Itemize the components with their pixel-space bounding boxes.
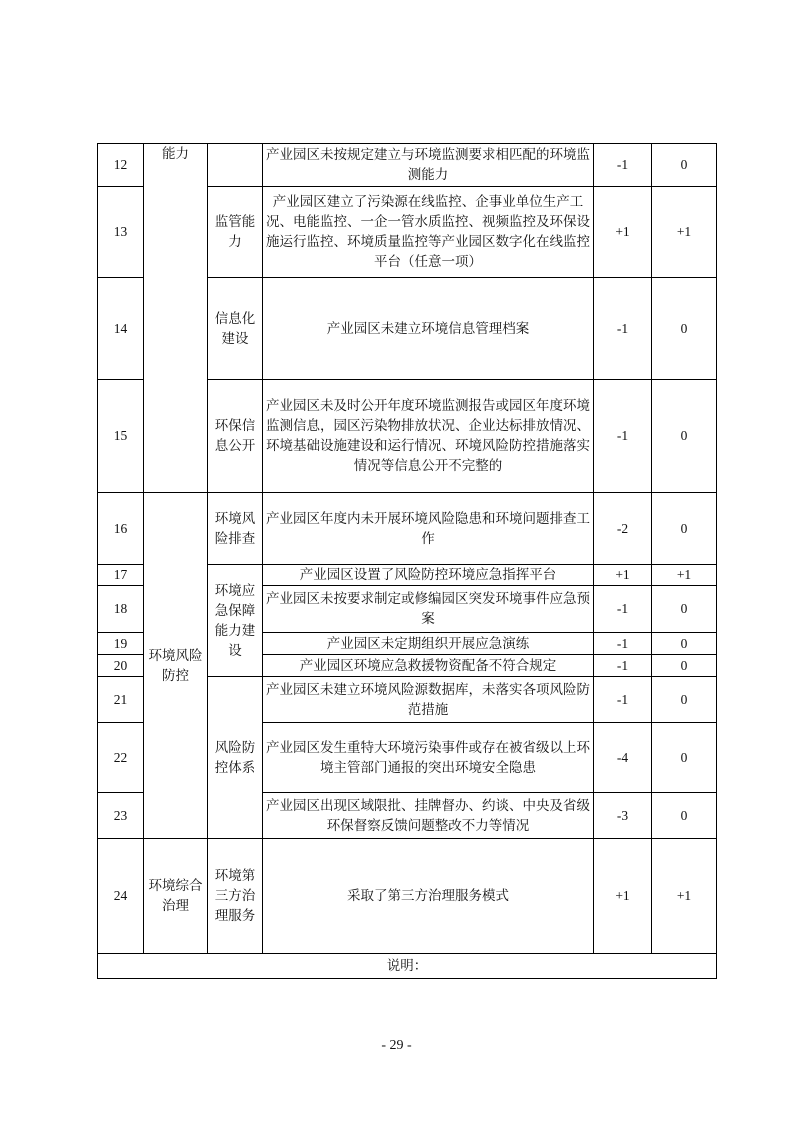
assessment-item: 产业园区环境应急救援物资配备不符合规定 bbox=[263, 655, 594, 677]
table-row bbox=[98, 839, 717, 954]
category-level2: 环境风险排查 bbox=[208, 493, 263, 565]
max-score-value: +1 bbox=[652, 839, 717, 954]
assessment-item: 产业园区未定期组织开展应急演练 bbox=[263, 633, 594, 655]
category-level2: 风险防控体系 bbox=[208, 677, 263, 839]
row-number: 14 bbox=[98, 278, 144, 380]
max-score-value: 0 bbox=[652, 586, 717, 633]
row-number: 23 bbox=[98, 793, 144, 839]
category-level2: 环境第三方治理服务 bbox=[208, 839, 263, 954]
score-value: -1 bbox=[594, 380, 652, 493]
max-score-value: 0 bbox=[652, 380, 717, 493]
max-score-value: +1 bbox=[652, 187, 717, 278]
score-value: -1 bbox=[594, 278, 652, 380]
max-score-value: 0 bbox=[652, 793, 717, 839]
max-score-value: +1 bbox=[652, 565, 717, 586]
row-number: 12 bbox=[98, 144, 144, 187]
row-number: 15 bbox=[98, 380, 144, 493]
score-value: -1 bbox=[594, 144, 652, 187]
max-score-value: 0 bbox=[652, 633, 717, 655]
max-score-value: 0 bbox=[652, 723, 717, 793]
assessment-item: 产业园区未按规定建立与环境监测要求相匹配的环境监测能力 bbox=[263, 144, 594, 187]
score-value: -3 bbox=[594, 793, 652, 839]
category-level1: 环境风险防控 bbox=[144, 493, 208, 839]
max-score-value: 0 bbox=[652, 144, 717, 187]
row-number: 16 bbox=[98, 493, 144, 565]
assessment-item: 产业园区设置了风险防控环境应急指挥平台 bbox=[263, 565, 594, 586]
assessment-item: 产业园区建立了污染源在线监控、企事业单位生产工况、电能监控、一企一管水质监控、视频监控及环保设施运行监控、环境质量监控等产业园区数字化在线监控平台（任意一项） bbox=[263, 187, 594, 278]
note-label: 说明： bbox=[98, 954, 717, 979]
table-row bbox=[98, 144, 717, 187]
assessment-item: 产业园区未及时公开年度环境监测报告或园区年度环境监测信息，园区污染物排放状况、企业达标排放情况、环境基础设施建设和运行情况、环境风险防控措施落实情况等信息公开不完整的 bbox=[263, 380, 594, 493]
category-level1: 环境综合治理 bbox=[144, 839, 208, 954]
page-number: - 29 - bbox=[381, 1038, 412, 1053]
table-row bbox=[98, 493, 717, 565]
assessment-item: 产业园区未建立环境风险源数据库，未落实各项风险防范措施 bbox=[263, 677, 594, 723]
row-number: 13 bbox=[98, 187, 144, 278]
assessment-item: 采取了第三方治理服务模式 bbox=[263, 839, 594, 954]
category-level2: 环保信息公开 bbox=[208, 380, 263, 493]
assessment-item: 产业园区出现区域限批、挂牌督办、约谈、中央及省级环保督察反馈问题整改不力等情况 bbox=[263, 793, 594, 839]
assessment-item: 产业园区发生重特大环境污染事件或存在被省级以上环境主管部门通报的突出环境安全隐患 bbox=[263, 723, 594, 793]
row-number: 22 bbox=[98, 723, 144, 793]
note-row bbox=[98, 954, 717, 979]
max-score-value: 0 bbox=[652, 677, 717, 723]
category-level2: 监管能力 bbox=[208, 187, 263, 278]
category-level1: 能力 bbox=[144, 144, 208, 493]
score-value: -1 bbox=[594, 677, 652, 723]
score-value: +1 bbox=[594, 565, 652, 586]
assessment-item: 产业园区未建立环境信息管理档案 bbox=[263, 278, 594, 380]
row-number: 18 bbox=[98, 586, 144, 633]
score-value: -1 bbox=[594, 586, 652, 633]
score-value: -1 bbox=[594, 633, 652, 655]
score-value: -2 bbox=[594, 493, 652, 565]
row-number: 24 bbox=[98, 839, 144, 954]
assessment-item: 产业园区年度内未开展环境风险隐患和环境问题排查工作 bbox=[263, 493, 594, 565]
max-score-value: 0 bbox=[652, 278, 717, 380]
max-score-value: 0 bbox=[652, 493, 717, 565]
assessment-item: 产业园区未按要求制定或修编园区突发环境事件应急预案 bbox=[263, 586, 594, 633]
score-value: -4 bbox=[594, 723, 652, 793]
scoring-table bbox=[97, 143, 717, 979]
score-value: +1 bbox=[594, 839, 652, 954]
category-level2: 信息化建设 bbox=[208, 278, 263, 380]
row-number: 21 bbox=[98, 677, 144, 723]
max-score-value: 0 bbox=[652, 655, 717, 677]
row-number: 17 bbox=[98, 565, 144, 586]
row-number: 19 bbox=[98, 633, 144, 655]
category-level2: 环境应急保障能力建设 bbox=[208, 565, 263, 677]
row-number: 20 bbox=[98, 655, 144, 677]
category-level2 bbox=[208, 144, 263, 187]
score-value: -1 bbox=[594, 655, 652, 677]
score-value: +1 bbox=[594, 187, 652, 278]
